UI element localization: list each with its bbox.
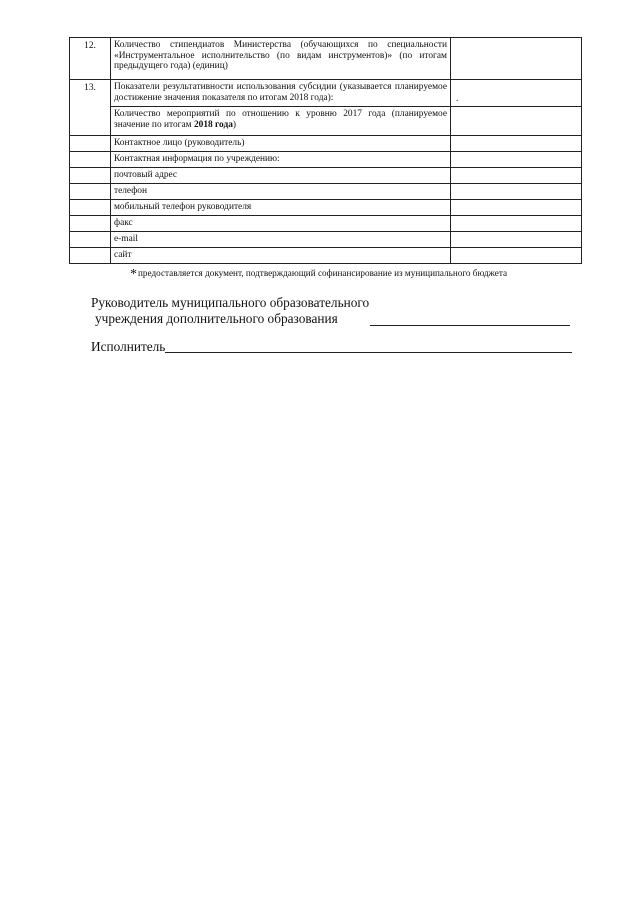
table-row [70, 136, 582, 152]
value-cell[interactable] [451, 136, 582, 152]
value-cell[interactable] [451, 107, 582, 136]
contact-person-label: Контактное лицо (руководитель) [111, 136, 451, 152]
indicator-events-count: Количество мероприятий по отношению к уровню 2017 года (планируемое значение по итогам 2018 года) [111, 107, 451, 136]
table-row [70, 107, 582, 136]
value-mark: . [456, 93, 459, 104]
value-cell[interactable] [451, 80, 582, 107]
indicator-scholarship-holders: Количество стипендиатов Министерства (обучающихся по специальности «Инструментальное исполнительство (по видам инструментов)» (по итогам предыдущего года) (единиц) [111, 38, 451, 80]
table-row [70, 152, 582, 168]
contact-info-label: Контактная информация по учреждению: [111, 152, 451, 168]
value-cell[interactable] [451, 216, 582, 232]
empty-cell [70, 184, 111, 200]
empty-cell [70, 216, 111, 232]
value-cell[interactable] [451, 152, 582, 168]
executor-underline[interactable] [165, 352, 572, 353]
table-row [70, 200, 582, 216]
footnote-text: предоставляется документ, подтверждающий софинансирование из муниципального бюджета [138, 268, 508, 278]
signature-underline[interactable] [370, 325, 570, 326]
site-label: сайт [111, 248, 451, 264]
empty-cell [70, 200, 111, 216]
signature-title-line1: Руководитель муниципального образовательного [91, 295, 370, 310]
executor-label: Исполнитель [91, 339, 166, 354]
email-label: e-mail [111, 232, 451, 248]
table-row [70, 38, 582, 80]
postal-address-label: почтовый адрес [111, 168, 451, 184]
table-row [70, 248, 582, 264]
value-cell[interactable] [451, 168, 582, 184]
indicator-subsidy-performance: Показатели результативности использования субсидии (указывается планируемое достижение значения показателя по итогам 2018 года): [111, 80, 451, 107]
empty-cell [70, 168, 111, 184]
table-row [70, 216, 582, 232]
fax-label: факс [111, 216, 451, 232]
table-row [70, 80, 582, 107]
row-number: 13. [70, 80, 111, 136]
value-cell[interactable] [451, 232, 582, 248]
value-cell[interactable] [451, 248, 582, 264]
empty-cell [70, 248, 111, 264]
table-row [70, 232, 582, 248]
table-row [70, 184, 582, 200]
value-cell[interactable] [451, 200, 582, 216]
empty-cell [70, 232, 111, 248]
mobile-phone-label: мобильный телефон руководителя [111, 200, 451, 216]
empty-cell [70, 136, 111, 152]
phone-label: телефон [111, 184, 451, 200]
footnote [130, 267, 507, 283]
application-form-table [69, 37, 582, 264]
footnote-star: * [130, 267, 137, 282]
empty-cell [70, 152, 111, 168]
signature-title-line2: учреждения дополнительного образования [95, 311, 338, 326]
value-cell[interactable] [451, 38, 582, 80]
value-cell[interactable] [451, 184, 582, 200]
row-number: 12. [70, 38, 111, 80]
table-row [70, 168, 582, 184]
